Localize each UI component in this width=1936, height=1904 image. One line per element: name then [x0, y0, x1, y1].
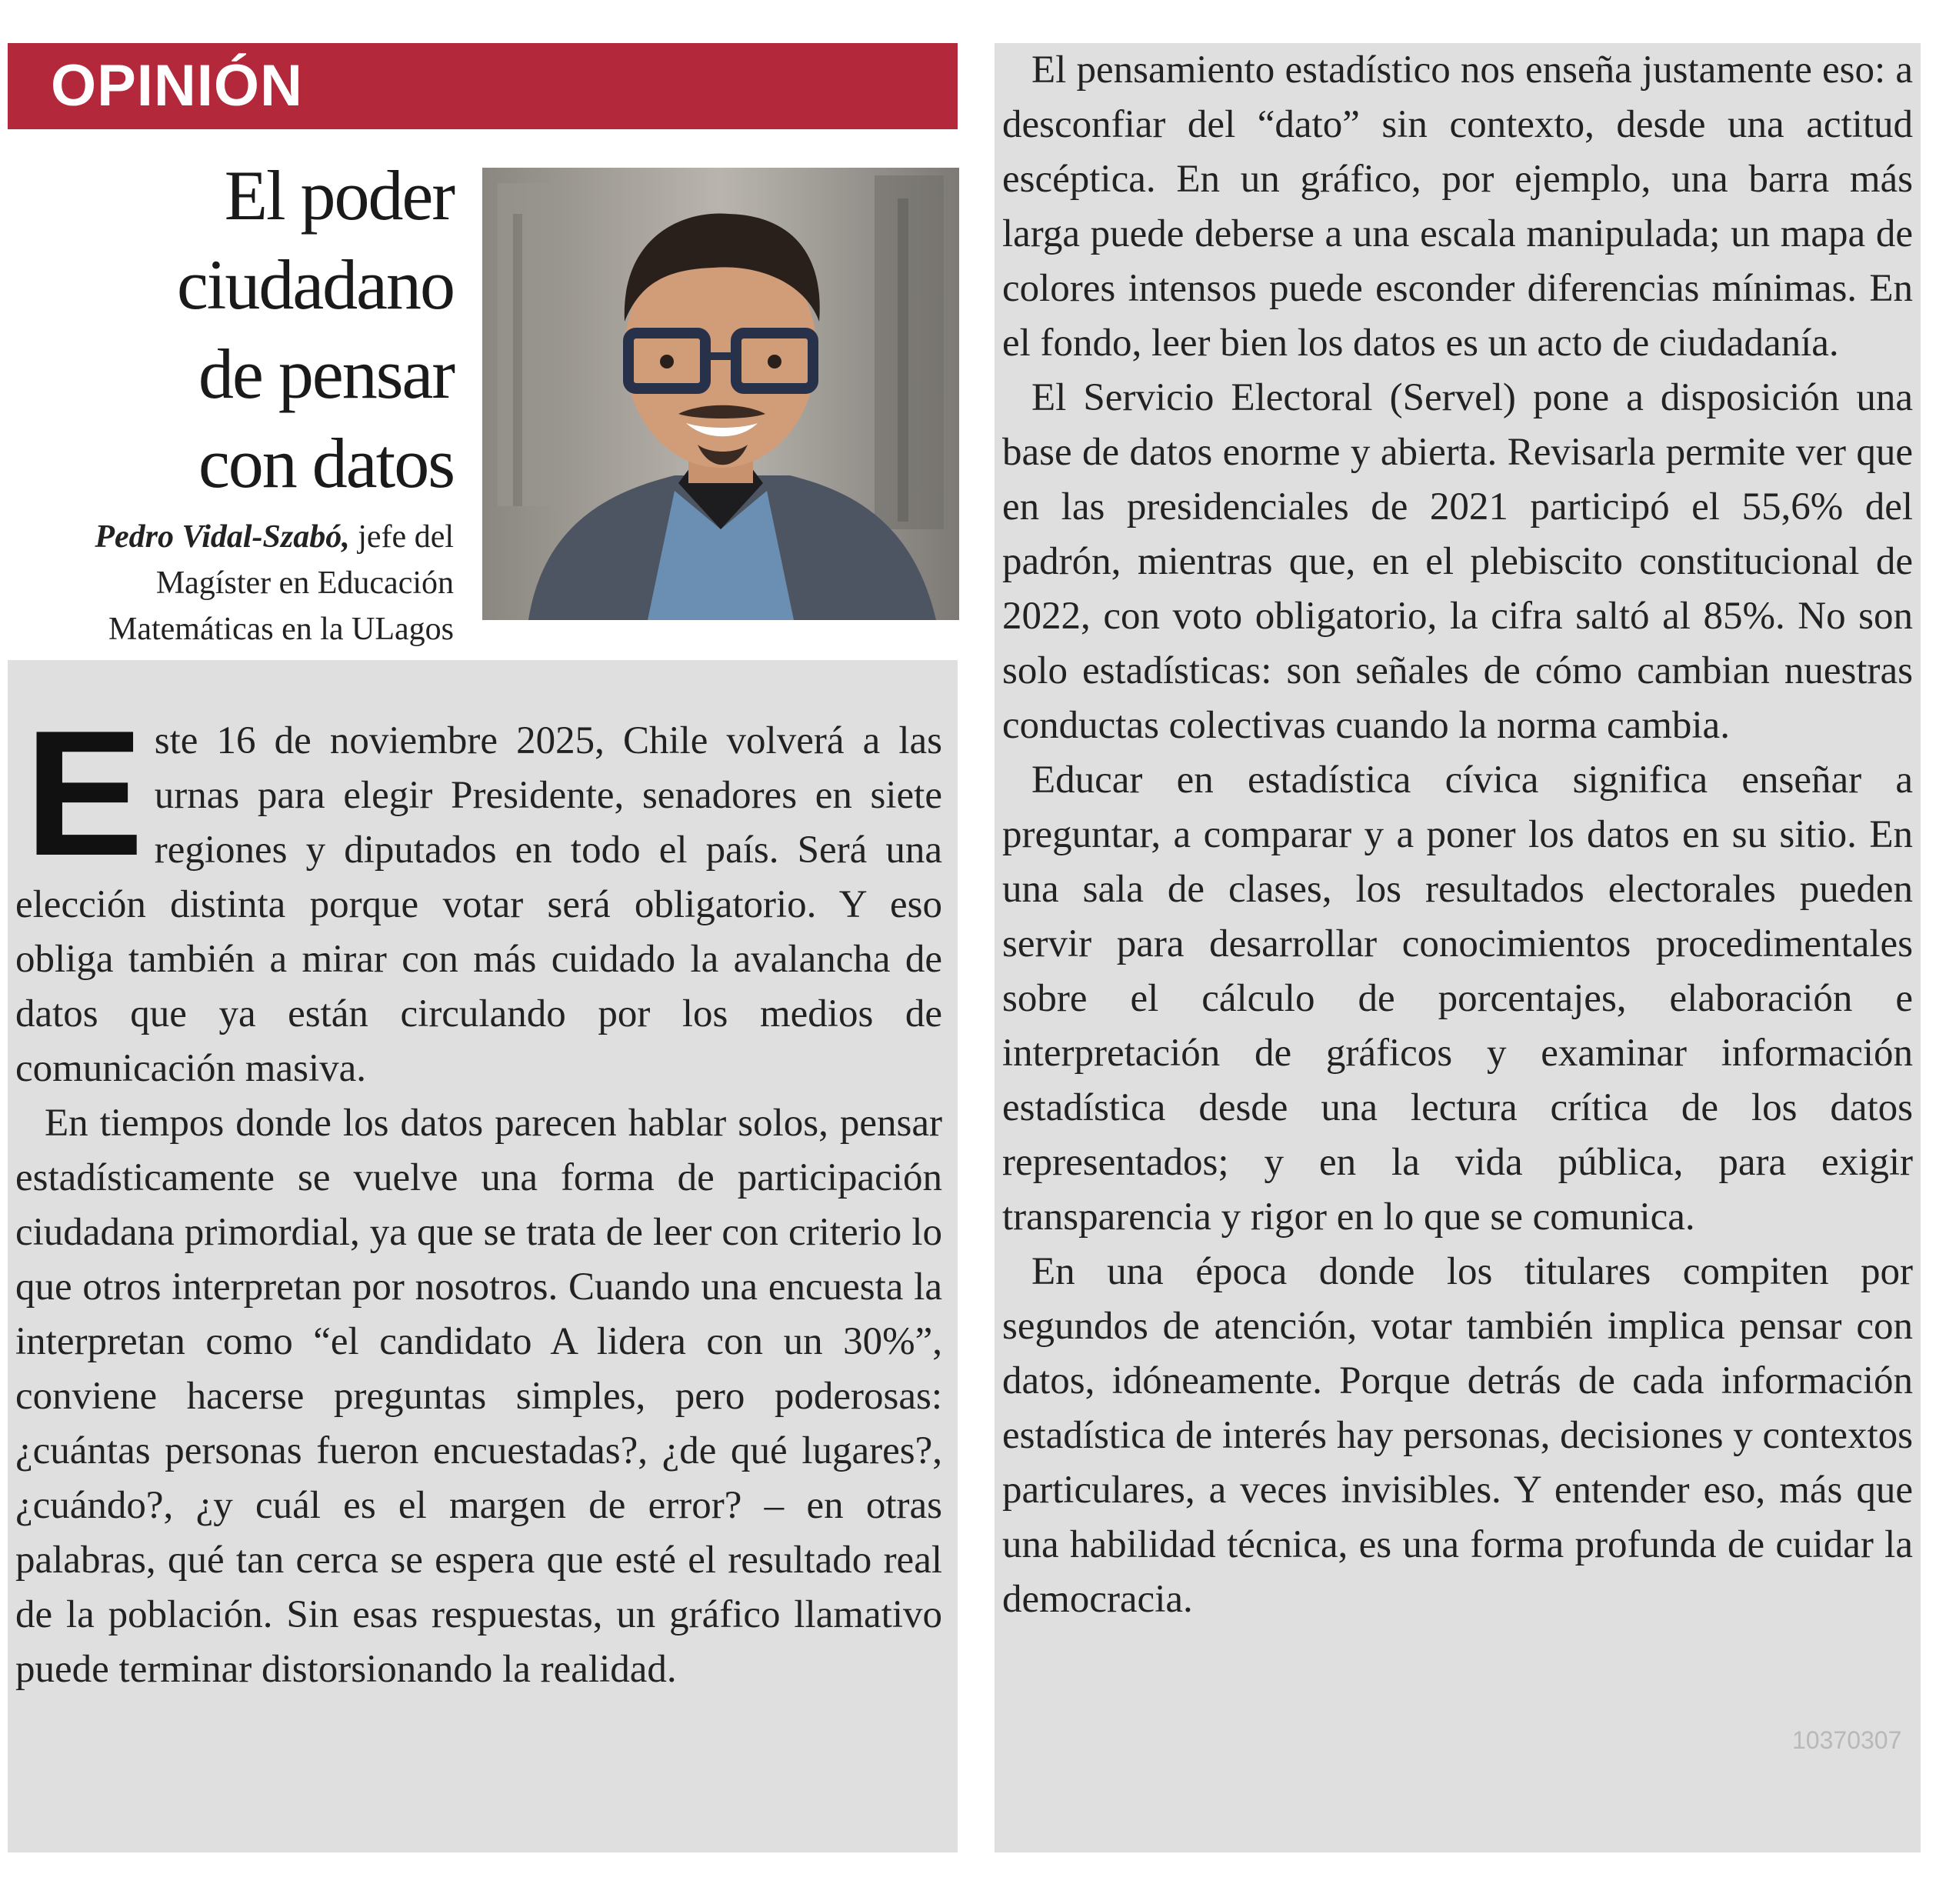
headline-line: con datos — [198, 424, 454, 502]
article-column-left — [8, 660, 958, 1852]
article-body-right — [1002, 43, 1913, 1627]
author-photo — [482, 168, 959, 620]
headline-line: El poder — [224, 156, 454, 235]
article-paragraph — [15, 694, 942, 1096]
article-headline — [46, 151, 454, 508]
author-name: Pedro Vidal-Szabó, — [95, 519, 350, 555]
drop-cap: E — [25, 694, 144, 893]
article-paragraph: En una época donde los titulares compiten por segundos de atención, votar también implica pensar con datos, idóneamente. Porque detrás de cada información estadística de interés hay personas, decisiones y contextos particulares, a veces invisibles. Y entender eso, más que una habilidad técnica, es una forma profunda de cuidar la democracia. — [1002, 1250, 1913, 1621]
paragraph-text: ste 16 de noviembre 2025, Chile volverá a las urnas para elegir Presidente, senadores en siete regiones y diputados en todo el país. Será una elección distinta porque votar será obligatorio. Y eso obliga también a mirar con más cuidado la avalancha de datos que ya están circulando por los medios de comunicación masiva. — [15, 719, 942, 1090]
article-column-right — [995, 43, 1921, 1852]
section-label: OPINIÓN — [51, 53, 303, 118]
author-role: jefe del — [349, 519, 454, 555]
watermark-id: 10370307 — [1792, 1726, 1902, 1754]
article-body-left — [15, 694, 942, 1697]
author-role: Magíster en Educación — [155, 565, 454, 601]
author-byline — [31, 514, 454, 652]
article-paragraph: El Servicio Electoral (Servel) pone a disposición una base de datos enorme y abierta. Revisarla permite ver que en las presidenciales de 2021 participó el 55,6% del padrón, mientras que, en el plebiscito constitucional de 2022, con voto obligatorio, la cifra saltó al 85%. No son solo estadísticas: son señales de cómo cambian nuestras conductas colectivas cuando la norma cambia. — [1002, 376, 1913, 747]
section-banner — [8, 43, 958, 129]
headline-line: de pensar — [198, 335, 454, 413]
article-paragraph: El pensamiento estadístico nos enseña justamente eso: a desconfiar del “dato” sin contexto, desde una actitud escéptica. En un gráfico, por ejemplo, una barra más larga puede deberse a una escala manipulada; un mapa de colores intensos puede esconder diferencias mínimas. En el fondo, leer bien los datos es un acto de ciudadanía. — [1002, 48, 1913, 365]
article-paragraph: Educar en estadística cívica significa enseñar a preguntar, a comparar y a poner los datos en su sitio. En una sala de clases, los resultados electorales pueden servir para desarrollar conocimientos procedimentales sobre el cálculo de porcentajes, elaboración e interpretación de gráficos y examinar información estadística desde una lectura crítica de los datos representados; y en la vida pública, para exigir transparencia y rigor en lo que se comunica. — [1002, 759, 1913, 1239]
headline-line: ciudadano — [176, 245, 454, 324]
author-role: Matemáticas en la ULagos — [108, 612, 454, 647]
article-paragraph: En tiempos donde los datos parecen hablar solos, pensar estadísticamente se vuelve una forma de participación ciudadana primordial, ya que se trata de leer con criterio lo que otros interpretan por nosotros. Cuando una encuesta la interpretan como “el candidato A lidera con un 30%”, conviene hacerse preguntas simples, pero poderosas: ¿cuántas personas fueron encuestadas?, ¿de qué lugares?, ¿cuándo?, ¿y cuál es el margen de error? – en otras palabras, qué tan cerca se espera que esté el resultado real de la población. Sin esas respuestas, un gráfico llamativo puede terminar distorsionando la realidad. — [15, 1102, 942, 1691]
